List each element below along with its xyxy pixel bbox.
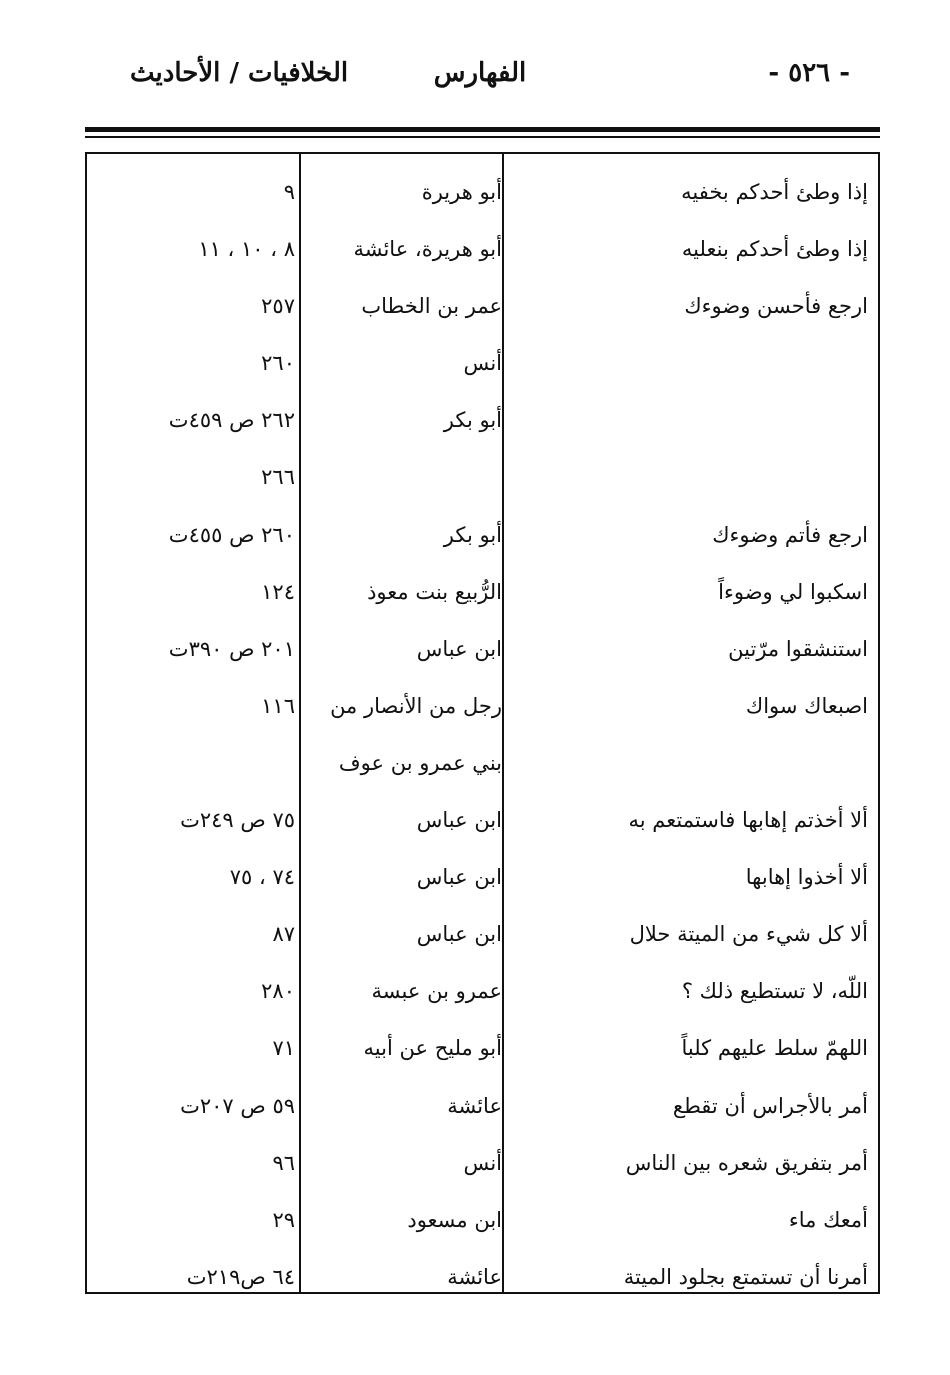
narrator-name: الرُّبيع بنت معوذ <box>367 579 502 604</box>
hadith-text: اسكبوا لي وضوءاً <box>718 579 868 604</box>
page-references: ٢٦٢ ص ٤٥٩ت <box>168 408 295 433</box>
table-row <box>87 392 878 449</box>
table-row <box>87 278 878 335</box>
narrator-name: ابن عباس <box>416 808 502 833</box>
hadith-text: أمرنا أن تستمتع بجلود الميتة <box>623 1264 868 1289</box>
page-references: ٦٤ ص٢١٩ت <box>186 1264 295 1289</box>
narrator-name: ابن عباس <box>416 636 502 661</box>
narrator-name: أبو بكر <box>443 522 502 547</box>
table-row <box>87 906 878 963</box>
page-references: ٥٩ ص ٢٠٧ت <box>180 1093 295 1118</box>
narrator-name: أنس <box>463 351 502 376</box>
table-row <box>87 1192 878 1249</box>
narrator-name: ابن عباس <box>416 922 502 947</box>
page-references: ٢٠١ ص ٣٩٠ت <box>168 636 295 661</box>
page-header <box>85 58 875 108</box>
header-rule-thin <box>85 136 880 138</box>
page-references: ٢٥٧ <box>261 294 295 319</box>
page-references: ٨٧ <box>272 922 295 947</box>
page-references: ٢٦٠ <box>261 351 295 376</box>
page-references: ٢٨٠ <box>261 979 295 1004</box>
narrator-name: ابن عباس <box>416 865 502 890</box>
table-row <box>87 164 878 221</box>
page-references: ٧٤ ، ٧٥ <box>229 865 295 890</box>
narrator-name: ابن مسعود <box>407 1207 502 1232</box>
narrator-name: أبو بكر <box>443 408 502 433</box>
page-references: ٧٥ ص ٢٤٩ت <box>180 808 295 833</box>
page-references: ٧١ <box>272 1036 295 1061</box>
table-row <box>87 449 878 506</box>
narrator-name: رجل من الأنصار من <box>330 693 502 718</box>
narrator-name: أبو مليح عن أبيه <box>363 1036 502 1061</box>
table-row <box>87 1078 878 1135</box>
table-row <box>87 335 878 392</box>
page-number: - ٥٢٦ - <box>768 58 850 88</box>
hadith-text: إذا وطئ أحدكم بخفيه <box>681 180 868 204</box>
hadith-text: أمر بتفريق شعره بين الناس <box>625 1150 868 1175</box>
index-title: الفهارس <box>433 58 527 88</box>
table-row <box>87 678 878 735</box>
table-row <box>87 621 878 678</box>
narrator-name: بني عمرو بن عوف <box>338 750 502 775</box>
table-row <box>87 792 878 849</box>
page-references: ٩ <box>283 180 295 204</box>
narrator-name <box>302 449 502 506</box>
table-row <box>87 963 878 1020</box>
hadith-index-table <box>85 152 880 1294</box>
hadith-text <box>508 735 868 792</box>
page-references: ٩٦ <box>272 1150 295 1175</box>
hadith-text <box>508 335 868 392</box>
narrator-name: أبو هريرة <box>421 180 502 204</box>
page-references: ٢٦٠ ص ٤٥٥ت <box>168 522 295 547</box>
hadith-text: ارجع فأتم وضوءك <box>712 522 868 547</box>
hadith-text: اللهمّ سلط عليهم كلباً <box>681 1036 868 1061</box>
table-body <box>87 164 878 1306</box>
hadith-text <box>508 449 868 506</box>
hadith-text: أمعك ماء <box>788 1207 868 1232</box>
hadith-text: اصبعاك سواك <box>745 693 868 718</box>
table-row <box>87 221 878 278</box>
hadith-text: ألا أخذتم إهابها فاستمتعم به <box>628 808 868 833</box>
narrator-name: عائشة <box>447 1093 502 1118</box>
page-references: ١١٦ <box>261 693 295 718</box>
header-rule-thick <box>85 127 880 132</box>
narrator-name: عمر بن الخطاب <box>361 294 502 319</box>
table-row <box>87 1135 878 1192</box>
hadith-text: ارجع فأحسن وضوءك <box>684 294 868 319</box>
hadith-text: ألا كل شيء من الميتة حلال <box>629 922 868 947</box>
narrator-name: أنس <box>463 1150 502 1175</box>
page-references: ٢٦٦ <box>261 465 295 490</box>
hadith-text <box>508 392 868 449</box>
table-row <box>87 735 878 792</box>
narrator-name: عمرو بن عبسة <box>371 979 502 1004</box>
section-title: الخلافيات / الأحاديث <box>130 58 349 88</box>
narrator-name: عائشة <box>447 1264 502 1289</box>
table-row <box>87 507 878 564</box>
table-row <box>87 564 878 621</box>
page-references: ٢٩ <box>272 1207 295 1232</box>
hadith-text: اللّه، لا تستطيع ذلك ؟ <box>681 979 868 1004</box>
table-row <box>87 849 878 906</box>
table-row <box>87 1249 878 1306</box>
hadith-text: ألا أخذوا إهابها <box>745 865 868 890</box>
hadith-text: استنشقوا مرّتين <box>728 636 868 661</box>
hadith-text: إذا وطئ أحدكم بنعليه <box>681 237 868 262</box>
table-row <box>87 1020 878 1077</box>
page-references <box>95 735 295 792</box>
narrator-name: أبو هريرة، عائشة <box>353 237 502 262</box>
page-references: ١٢٤ <box>261 579 295 604</box>
page-references: ٨ ، ١٠ ، ١١ <box>198 237 295 262</box>
hadith-text: أمر بالأجراس أن تقطع <box>672 1093 868 1118</box>
